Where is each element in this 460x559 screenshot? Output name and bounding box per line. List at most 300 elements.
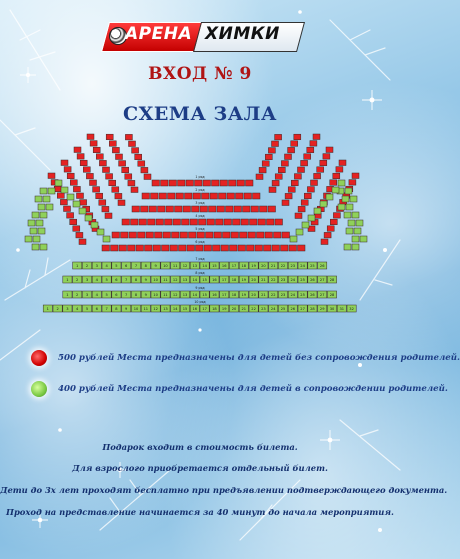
green-seat [85, 215, 92, 221]
red-seat [324, 232, 331, 238]
green-seat [326, 194, 333, 200]
red-seat [145, 245, 153, 251]
red-seat [260, 206, 268, 212]
seat-number: 22 [270, 278, 276, 283]
seat-number: 23 [261, 307, 266, 312]
seat-number: 18 [212, 307, 217, 312]
green-seat [28, 220, 35, 226]
red-seat [200, 206, 208, 212]
row-label: 2 ряд [195, 188, 205, 192]
row-label: 9 ряд [195, 286, 205, 290]
seat-number: 25 [310, 264, 315, 269]
seat-number: 12 [172, 293, 178, 298]
seat-number: 11 [172, 264, 178, 269]
seat-number: 3 [95, 264, 98, 269]
red-seat [221, 245, 229, 251]
note-adult-ticket: Для взрослого приобретается отдельный билет. [72, 463, 328, 473]
red-seat [165, 219, 173, 225]
red-seat [250, 219, 258, 225]
red-seat [67, 173, 74, 179]
row-label: 3 ряд [195, 201, 205, 205]
red-seat [265, 232, 273, 238]
red-seat [121, 232, 129, 238]
red-seat [77, 193, 84, 199]
red-seat [135, 154, 142, 160]
seat-number: 5 [105, 293, 108, 298]
red-seat [119, 245, 127, 251]
red-seat [224, 219, 232, 225]
green-seat [338, 180, 345, 186]
red-seat [238, 245, 246, 251]
red-seat [112, 232, 120, 238]
seat-number: 23 [280, 293, 286, 298]
red-seat [163, 232, 171, 238]
red-seat [122, 219, 130, 225]
green-seat [345, 188, 352, 194]
green-seat [40, 212, 47, 218]
red-seat [64, 167, 71, 173]
red-seat [131, 219, 139, 225]
red-seat [139, 219, 147, 225]
red-seat [294, 174, 301, 180]
seat-number: 25 [300, 293, 305, 298]
row-label: 10 ряд [194, 300, 206, 304]
seat-number: 5 [105, 278, 108, 283]
green-seat [296, 229, 303, 235]
red-seat [301, 200, 308, 206]
seat-number: 15 [212, 264, 217, 269]
seat-number: 8 [115, 307, 118, 312]
red-seat [73, 186, 80, 192]
red-seat [204, 245, 212, 251]
seat-number: 6 [95, 307, 98, 312]
red-seat [281, 161, 288, 167]
red-seat [193, 193, 201, 199]
red-seat [152, 180, 160, 186]
red-seat [288, 147, 295, 153]
seat-number: 10 [153, 293, 158, 298]
seat-number: 14 [202, 264, 207, 269]
seat-number: 4 [76, 307, 79, 312]
red-seat [285, 154, 292, 160]
red-seat [118, 200, 125, 206]
seat-number: 24 [290, 278, 296, 283]
seat-number: 20 [231, 307, 237, 312]
red-seat [155, 232, 163, 238]
green-seat [97, 229, 104, 235]
red-seat [176, 193, 184, 199]
red-seat [253, 193, 261, 199]
red-seat [219, 193, 227, 199]
red-seat [255, 245, 263, 251]
seat-number: 17 [202, 307, 207, 312]
red-seat [99, 160, 106, 166]
red-seat [220, 180, 228, 186]
red-seat [116, 154, 123, 160]
red-seat [217, 206, 225, 212]
red-seat [282, 232, 290, 238]
seat-number: 15 [182, 307, 188, 312]
green-seat [67, 194, 74, 200]
red-seat [231, 232, 239, 238]
logo-text-khimki: ХИМКИ [205, 24, 280, 44]
red-seat [272, 245, 280, 251]
green-seat [73, 201, 80, 207]
seat-number: 17 [231, 264, 237, 269]
red-seat [262, 161, 269, 167]
green-seat [360, 236, 367, 242]
red-seat [314, 173, 321, 179]
seat-number: 18 [241, 264, 247, 269]
red-seat [144, 174, 151, 180]
red-seat-legend-text: 500 рублей Места предназначены для детей без сопровождения родителей. [58, 353, 460, 363]
green-seat [350, 196, 357, 202]
seat-number: 7 [105, 307, 108, 312]
seat-number: 12 [153, 307, 158, 312]
seat-number: 21 [261, 293, 266, 298]
seat-number: 24 [300, 264, 305, 269]
red-seat [275, 219, 283, 225]
red-seat [149, 206, 157, 212]
red-seat [192, 206, 200, 212]
seat-number: 7 [134, 264, 138, 269]
green-seat [40, 244, 47, 250]
red-seat [243, 206, 251, 212]
red-seat [93, 147, 100, 153]
red-seat [251, 206, 259, 212]
red-seat [179, 245, 187, 251]
red-seat [230, 245, 238, 251]
red-seat [57, 193, 64, 199]
red-seat [86, 173, 93, 179]
green-seat [352, 212, 359, 218]
note-entry-time: Проход на представление начинается за 40 минут до начала мероприятия. [6, 507, 394, 517]
seat-number: 8 [134, 278, 138, 283]
green-seat [338, 204, 345, 210]
green-seat [38, 228, 45, 234]
seat-number: 27 [300, 307, 305, 312]
seat-number: 1 [76, 264, 79, 269]
green-seat [91, 222, 98, 228]
red-seat [278, 167, 285, 173]
entrance-title: ВХОД № 9 [148, 64, 252, 84]
red-seat [187, 245, 195, 251]
red-seat [80, 160, 87, 166]
red-seat [281, 245, 289, 251]
seat-number: 21 [241, 307, 247, 312]
seat-number: 12 [182, 264, 188, 269]
seat-number: 9 [144, 293, 147, 298]
red-seat [202, 193, 210, 199]
red-seat [90, 141, 97, 147]
seat-number: 18 [231, 278, 237, 283]
red-seat [87, 134, 94, 140]
seat-number: 16 [221, 264, 227, 269]
red-seat [304, 193, 311, 199]
seat-number: 29 [319, 307, 325, 312]
seat-number: 3 [85, 293, 89, 298]
red-seat [146, 232, 154, 238]
red-seat [229, 180, 237, 186]
seat-number: 28 [329, 293, 335, 298]
red-seat [158, 206, 166, 212]
seat-number: 17 [221, 293, 227, 298]
seat-number: 4 [95, 278, 98, 283]
red-seat [307, 187, 314, 193]
seat-number: 14 [192, 278, 198, 283]
row-label: 6 ряд [195, 240, 205, 244]
seat-number: 19 [221, 307, 227, 312]
seat-number: 10 [133, 307, 139, 312]
seat-number: 18 [231, 293, 237, 298]
seat-number: 10 [163, 264, 168, 269]
seat-number: 14 [172, 307, 178, 312]
green-seat [342, 196, 349, 202]
green-seat [25, 236, 32, 242]
seat-number: 3 [66, 307, 69, 312]
red-seat [264, 245, 272, 251]
red-seat [180, 232, 188, 238]
green-seat [356, 220, 363, 226]
seat-number: 25 [300, 278, 305, 283]
seat-number: 15 [202, 278, 207, 283]
seat-number: 3 [85, 278, 89, 283]
seat-number: 20 [261, 264, 266, 269]
red-seat [196, 245, 204, 251]
green-seat [38, 204, 45, 210]
red-seat [321, 239, 328, 245]
red-seat [48, 173, 55, 179]
seat-number: 13 [182, 278, 188, 283]
red-seat [212, 180, 220, 186]
scheme-title: СХЕМА ЗАЛА [123, 103, 277, 125]
red-seat [233, 219, 241, 225]
seat-number: 10 [153, 278, 158, 283]
red-seat [272, 141, 279, 147]
red-seat [275, 174, 282, 180]
row-label: 7 ряд [195, 257, 205, 261]
red-seat [241, 219, 249, 225]
seat-number: 5 [85, 307, 89, 312]
red-seat [214, 232, 222, 238]
red-seat [203, 180, 211, 186]
red-seat [112, 187, 119, 193]
green-seat [30, 228, 37, 234]
red-seat [173, 219, 181, 225]
red-seat [106, 174, 113, 180]
seat-number: 11 [163, 293, 168, 298]
red-seat [90, 180, 97, 186]
seat-number: 9 [154, 264, 157, 269]
red-seat [333, 213, 340, 219]
seat-number: 2 [76, 293, 79, 298]
red-seat [102, 245, 110, 251]
red-seat [166, 206, 174, 212]
red-seat [178, 180, 186, 186]
red-seat [183, 206, 191, 212]
seat-number: 8 [134, 293, 138, 298]
green-seat [320, 201, 327, 207]
red-seat [138, 161, 145, 167]
red-seat [274, 232, 282, 238]
red-seat [76, 232, 83, 238]
red-seat [269, 187, 276, 193]
seat-number: 5 [115, 264, 118, 269]
red-seat [169, 180, 177, 186]
red-seat [295, 213, 302, 219]
red-seat [244, 193, 252, 199]
red-seat [206, 232, 214, 238]
red-seat [298, 167, 305, 173]
red-seat [142, 193, 150, 199]
seat-number: 16 [212, 293, 217, 298]
green-seat [314, 208, 321, 214]
red-seat [93, 187, 100, 193]
red-seat [111, 245, 119, 251]
seat-number: 23 [280, 278, 286, 283]
seat-number: 28 [329, 278, 335, 283]
green-seat [344, 212, 351, 218]
seat-number: 13 [192, 264, 198, 269]
red-seat [291, 141, 298, 147]
green-seat [61, 187, 68, 193]
red-seat [317, 167, 324, 173]
green-seat [36, 220, 43, 226]
green-seat [32, 212, 39, 218]
red-seat [132, 206, 140, 212]
red-seat [99, 200, 106, 206]
seat-number: 20 [251, 278, 256, 283]
red-seat [70, 180, 77, 186]
seat-number: 22 [280, 264, 286, 269]
red-seat [79, 239, 86, 245]
red-seat [268, 148, 275, 154]
red-seat [129, 141, 136, 147]
red-seat [289, 245, 297, 251]
red-seat [258, 219, 266, 225]
red-seat [333, 173, 340, 179]
green-seat [308, 215, 315, 221]
seat-number: 4 [95, 293, 98, 298]
seat-number: 22 [270, 293, 276, 298]
seat-number: 14 [192, 293, 198, 298]
note-gift: Подарок входит в стоимость билета. [102, 442, 298, 452]
seat-number: 9 [144, 278, 147, 283]
red-seat [161, 180, 169, 186]
red-seat [240, 232, 248, 238]
seat-number: 28 [310, 307, 315, 312]
red-seat [119, 161, 126, 167]
seat-number: 6 [125, 264, 128, 269]
seat-number: 1 [66, 278, 69, 283]
red-seat [247, 245, 255, 251]
seat-number: 16 [212, 278, 217, 283]
red-seat [320, 160, 327, 166]
red-seat [129, 232, 137, 238]
green-seat [346, 228, 353, 234]
red-seat [294, 134, 301, 140]
red-seat [199, 219, 207, 225]
red-seat [352, 173, 359, 179]
seat-number: 19 [241, 293, 247, 298]
red-seat [64, 206, 71, 212]
logo-text-arena: АРЕНА [125, 24, 193, 44]
red-seat [310, 141, 317, 147]
red-seat [185, 193, 193, 199]
red-seat [311, 180, 318, 186]
red-seat [102, 206, 109, 212]
seat-number: 15 [202, 293, 207, 298]
red-seat [186, 180, 194, 186]
red-seat [226, 206, 234, 212]
red-seat [77, 154, 84, 160]
red-seat [267, 219, 275, 225]
seat-number: 26 [310, 293, 315, 298]
red-seat [182, 219, 190, 225]
seat-number: 8 [144, 264, 147, 269]
seat-number: 19 [251, 264, 256, 269]
red-seat [60, 199, 67, 205]
green-seat [33, 236, 40, 242]
seat-number: 13 [182, 293, 188, 298]
red-seat [301, 160, 308, 166]
green-seat [103, 236, 110, 242]
red-seat [189, 232, 197, 238]
red-seat [213, 245, 221, 251]
green-seat [352, 244, 359, 250]
red-seat [272, 180, 279, 186]
seat-number: 4 [105, 264, 108, 269]
green-seat [344, 244, 351, 250]
green-seat [352, 236, 359, 242]
seat-number: 26 [319, 264, 325, 269]
red-seat [159, 193, 167, 199]
seat-number: 1 [66, 293, 69, 298]
red-seat [210, 193, 218, 199]
green-seat [79, 208, 86, 214]
red-seat [304, 154, 311, 160]
red-seat [61, 160, 68, 166]
red-seat [80, 200, 87, 206]
seat-number: 1 [46, 307, 49, 312]
green-seat [55, 180, 62, 186]
green-seat [43, 196, 50, 202]
red-seat [172, 232, 180, 238]
seat-number: 2 [76, 278, 79, 283]
red-seat [109, 141, 116, 147]
red-seat [83, 167, 90, 173]
red-seat [236, 193, 244, 199]
red-seat [257, 232, 265, 238]
red-seat [125, 174, 132, 180]
red-seat [190, 219, 198, 225]
red-seat [132, 148, 139, 154]
red-seat [131, 187, 138, 193]
green-seat [46, 204, 53, 210]
red-seat [112, 147, 119, 153]
green-seat [302, 222, 309, 228]
green-seat [332, 187, 339, 193]
red-seat [349, 180, 356, 186]
seat-number: 13 [163, 307, 168, 312]
red-seat [265, 154, 272, 160]
red-seat [67, 213, 74, 219]
green-seat [35, 196, 42, 202]
red-seat [298, 245, 306, 251]
red-seat [237, 180, 245, 186]
seat-number: 24 [290, 293, 296, 298]
seat-number: 11 [143, 307, 149, 312]
